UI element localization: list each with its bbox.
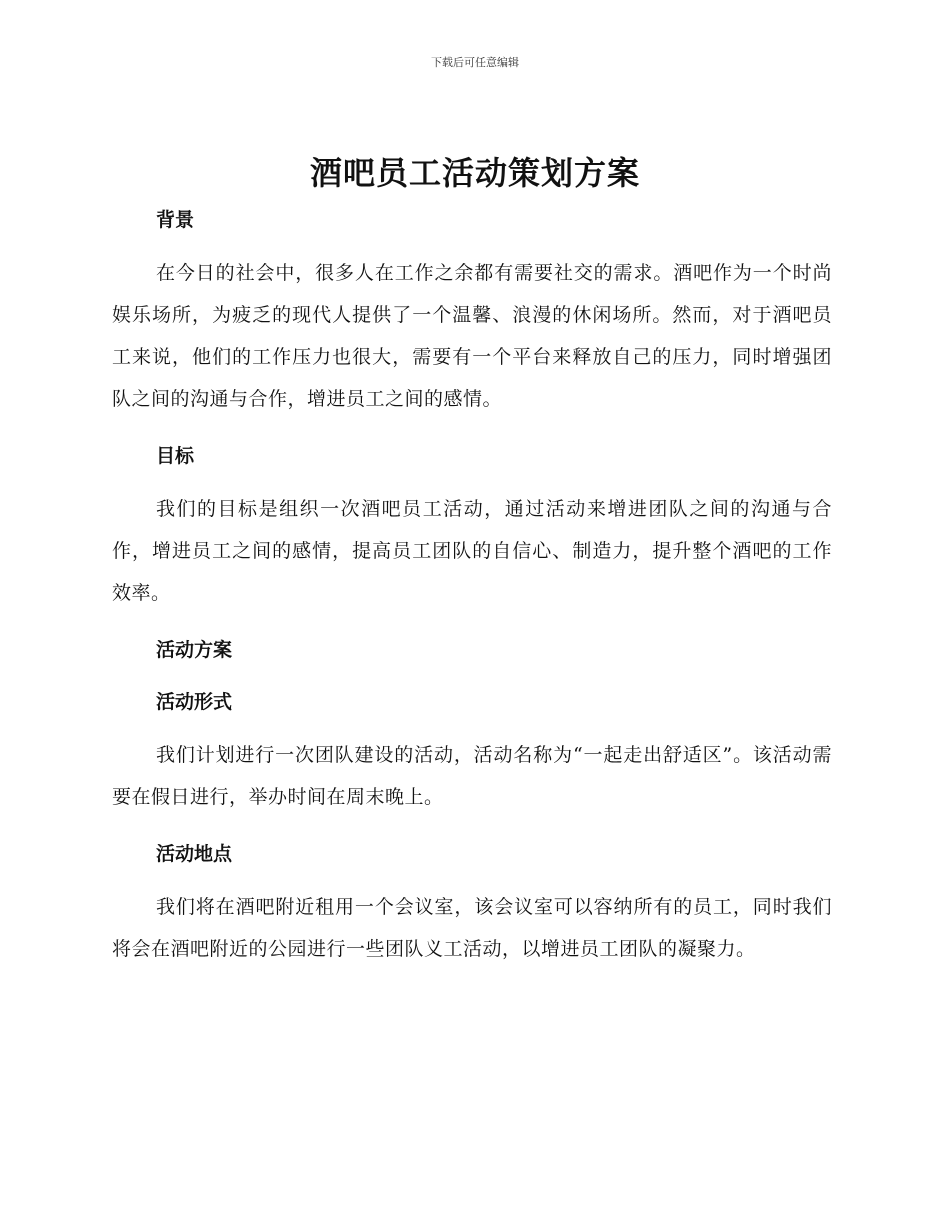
section-text-location: 我们将在酒吧附近租用一个会议室，该会议室可以容纳所有的员工，同时我们将会在酒吧附近的公园进行一些团队义工活动，以增进员工团队的凝聚力。	[112, 896, 832, 960]
document-title: 酒吧员工活动策划方案	[309, 154, 640, 192]
section-heading-goal: 目标	[156, 445, 195, 467]
section-heading-plan: 活动方案	[156, 639, 233, 661]
document-body	[112, 200, 832, 970]
section-text-form: 我们计划进行一次团队建设的活动，活动名称为“一起走出舒适区”。该活动需要在假日进行，举办时间在周末晚上。	[112, 744, 832, 808]
section-heading-location: 活动地点	[156, 843, 233, 865]
header-note: 下载后可任意编辑	[431, 56, 519, 69]
section-text-background: 在今日的社会中，很多人在工作之余都有需要社交的需求。酒吧作为一个时尚娱乐场所，为疲乏的现代人提供了一个温馨、浪漫的休闲场所。然而，对于酒吧员工来说，他们的工作压力也很大，需要有一个平台来释放自己的压力，同时增强团队之间的沟通与合作，增进员工之间的感情。	[112, 262, 832, 410]
section-heading-background: 背景	[156, 209, 195, 231]
section-text-goal: 我们的目标是组织一次酒吧员工活动，通过活动来增进团队之间的沟通与合作，增进员工之间的感情，提高员工团队的自信心、制造力，提升整个酒吧的工作效率。	[112, 498, 832, 604]
section-heading-form: 活动形式	[156, 691, 233, 713]
